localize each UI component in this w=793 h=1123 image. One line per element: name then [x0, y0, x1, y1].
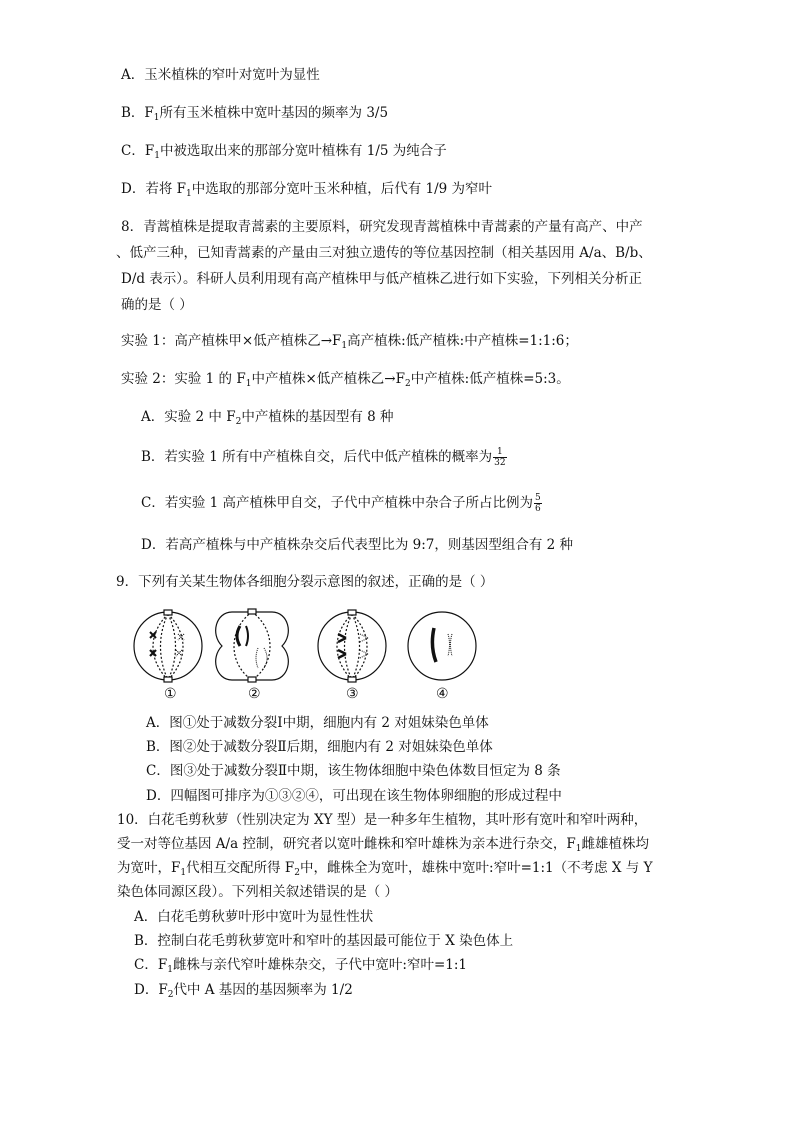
q9-option-b: B．图②处于减数分裂Ⅱ后期，细胞内有 2 对姐妹染色单体: [146, 739, 493, 755]
q10-stem-line-2: 受一对等位基因 A/a 控制，研究者以宽叶雌株和窄叶雄株为亲本进行杂交，$F_1$雌雄植株均: [117, 836, 650, 854]
q9-stem: 9．下列有关某生物体各细胞分裂示意图的叙述，正确的是（ ）: [116, 574, 494, 590]
q7-option-a: A．玉米植株的窄叶对宽叶为显性: [121, 67, 320, 83]
q10-stem-line-3: 为宽叶，$F_1$代相互交配所得 $F_2$中，雌株全为宽叶，雄株中宽叶:窄叶=1:1（不考虑 X 与 Y: [117, 860, 653, 878]
q10-stem-line-1: 10．白花毛剪秋萝（性别决定为 XY 型）是一种多年生植物，其叶形有宽叶和窄叶两种，: [117, 812, 648, 828]
fraction-5-6: $\frac{5}{6}$: [535, 493, 541, 514]
q8-stem-line-4: 确的是（ ）: [121, 297, 193, 313]
q7-option-c: C．$F_1$中被选取出来的那部分宽叶植株有 1/5 为纯合子: [121, 143, 447, 161]
cell-4-diagram: [408, 612, 476, 680]
q8-experiment-1: 实验 1：高产植株甲×低产植株乙$\to F_1$高产植株:低产植株:中产植株=1:1:6；: [121, 333, 578, 351]
q8-option-b: B．若实验 1 所有中产植株自交，后代中低产植株的概率为 $\frac{1}{32}$: [141, 447, 506, 468]
q9-option-c: C．图③处于减数分裂Ⅱ中期，该生物体细胞中染色体数目恒定为 8 条: [146, 763, 561, 779]
q8-option-c: C．若实验 1 高产植株甲自交，子代中产植株中杂合子所占比例为 $\frac{5}{6}$: [141, 493, 541, 514]
q7-option-b: B．$F_1$所有玉米植株中宽叶基因的频率为 3/5: [121, 105, 389, 123]
fraction-1-32: $\frac{1}{32}$: [494, 447, 506, 468]
q8-option-a: A．实验 2 中 $F_2$中产植株的基因型有 8 种: [141, 409, 394, 427]
cell-3-diagram: [318, 610, 386, 682]
q8-option-d: D．若高产植株与中产植株杂交后代表型比为 9:7，则基因型组合有 2 种: [141, 537, 574, 553]
cell-division-figure: [128, 604, 488, 704]
q10-option-c: C．$F_1$雌株与亲代窄叶雄株杂交，子代中宽叶:窄叶=1:1: [134, 957, 468, 975]
q10-option-d: D．$F_2$代中 A 基因的基因频率为 1/2: [134, 982, 353, 1000]
q9-option-d: D．四幅图可排序为①③②④，可出现在该生物体卵细胞的形成过程中: [146, 788, 562, 804]
q7-option-d: D．若将 $F_1$中选取的那部分宽叶玉米种植，后代有 1/9 为窄叶: [121, 181, 493, 199]
figure-label-2: ②: [248, 686, 261, 702]
q8-stem-line-2: 、低产三种，已知青蒿素的产量由三对独立遗传的等位基因控制（相关基因用 A/a、B/b、: [116, 245, 652, 261]
q8-stem-line-3: D/d 表示）。科研人员利用现有高产植株甲与低产植株乙进行如下实验，下列相关分析正: [121, 271, 643, 287]
q9-option-a: A．图①处于减数分裂Ⅰ中期，细胞内有 2 对姐妹染色单体: [146, 715, 489, 731]
figure-label-1: ①: [164, 686, 177, 702]
q8-experiment-2: 实验 2：实验 1 的 $F_1$中产植株×低产植株乙$\to F_2$中产植株:低产植株=5:3。: [121, 371, 570, 389]
figure-label-3: ③: [346, 686, 359, 702]
q10-option-b: B．控制白花毛剪秋萝宽叶和窄叶的基因最可能位于 X 染色体上: [134, 933, 514, 949]
q8-stem-line-1: 8．青蒿植株是提取青蒿素的主要原料，研究发现青蒿植株中青蒿素的产量有高产、中产: [121, 219, 643, 235]
cell-1-diagram: [134, 610, 202, 682]
cell-division-diagrams: [128, 604, 488, 704]
q10-stem-line-4: 染色体同源区段）。下列相关叙述错误的是（ ）: [117, 884, 399, 900]
q10-option-a: A．白花毛剪秋萝叶形中宽叶为显性性状: [134, 909, 374, 925]
figure-label-4: ④: [436, 686, 449, 702]
cell-2-diagram: [216, 609, 289, 682]
